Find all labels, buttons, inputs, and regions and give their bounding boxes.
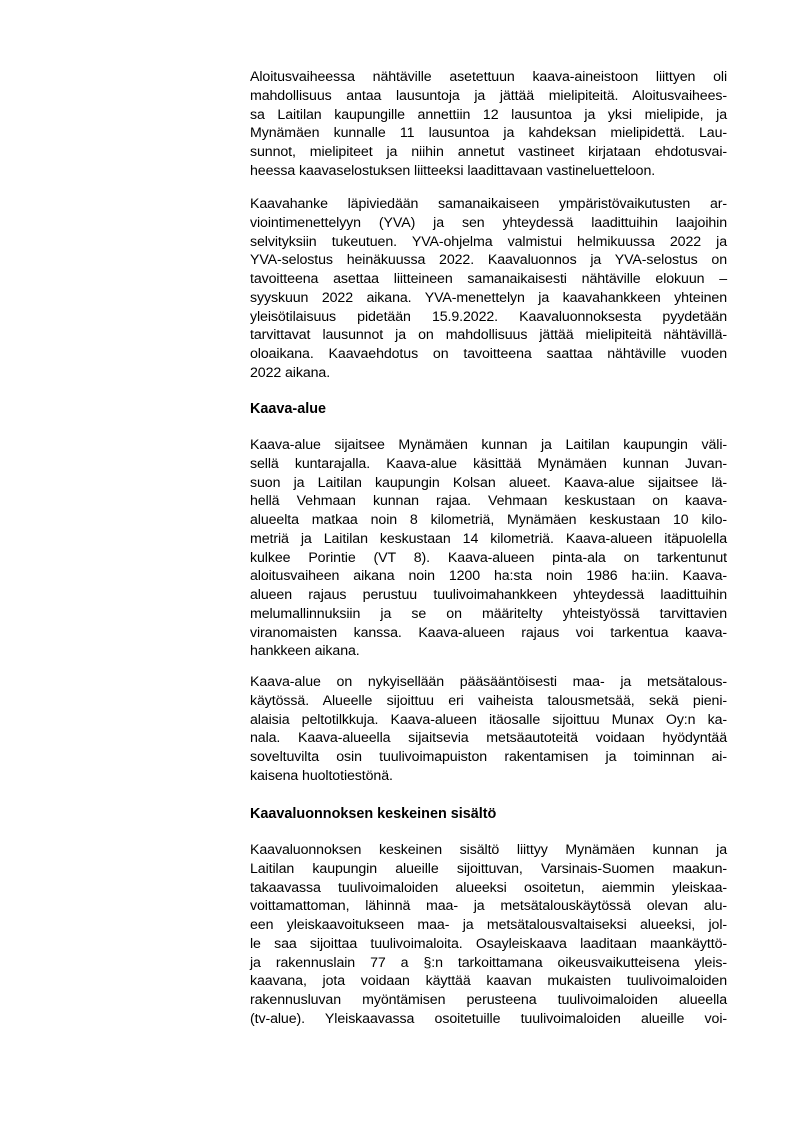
- text-line: selvityksiin tukeutuen. YVA-ohjelma valmistui helmikuussa 2022 ja: [250, 233, 727, 250]
- text-line: een yleiskaavoitukseen maa- ja metsätalousvaltaiseksi alueeksi, jol-: [250, 917, 727, 933]
- paragraph-commenting-phase: [250, 68, 730, 181]
- paragraph-land-use: [250, 673, 730, 786]
- paragraph-yva-procedure: [250, 195, 730, 383]
- text-line: alaisia peltotilkkuja. Kaava-alueen itäosalle sijoittuu Munax Oy:n ka-: [250, 711, 727, 728]
- text-line: Kaava-alue sijaitsee Mynämäen kunnan ja Laitilan kaupungin väli-: [250, 437, 727, 453]
- text-line: kaisena huoltotiestönä.: [250, 767, 393, 784]
- text-line: metriä ja Laitilan keskustaan 14 kilometriä. Kaava-alueen itäpuolella: [250, 530, 727, 547]
- text-line: Aloitusvaiheessa nähtäville asetettuun kaava-aineistoon liittyen oli: [250, 69, 727, 85]
- text-line: soveltuvilta osin tuulivoimapuiston rakentamisen ja toiminnan ai-: [250, 749, 727, 765]
- text-line: sunnot, mielipiteet ja niihin annetut vastineet kirjataan ehdotusvai-: [250, 144, 727, 160]
- text-line: tavoitteena asettaa liitteineen samanaikaisesti nähtäville elokuun –: [250, 271, 727, 287]
- text-line: 2022 aikana.: [250, 364, 331, 381]
- text-line: Laitilan kaupungin alueille sijoittuvan, Varsinais-Suomen maakun-: [250, 860, 727, 877]
- text-line: mahdollisuus antaa lausuntoja ja jättää mielipiteitä. Aloitusvaihees-: [250, 87, 727, 104]
- text-line: (tv-alue). Yleiskaavassa osoitetuille tuulivoimaloiden alueille voi-: [250, 1010, 727, 1027]
- text-line: tarvittavat lausunnot ja on mahdollisuus jättää mielipiteitä nähtävillä-: [250, 327, 727, 344]
- text-line: viranomaisten kanssa. Kaava-alueen rajaus voi tarkentua kaava-: [250, 624, 727, 641]
- text-line: takaavassa tuulivoimaloiden alueeksi osoitetun, aiemmin yleiskaa-: [250, 879, 727, 896]
- text-line: Mynämäen kunnalle 11 lausuntoa ja kahdeksan mielipidettä. Lau-: [250, 125, 727, 142]
- text-line: alueelta matkaa noin 8 kilometriä, Mynämäen keskustaan 10 kilo-: [250, 512, 727, 528]
- paragraph-area-location: [250, 436, 730, 661]
- text-line: hankkeen aikana.: [250, 643, 360, 660]
- text-line: heessa kaavaselostuksen liitteeksi laadittavaan vastineluetteloon.: [250, 162, 656, 179]
- text-line: rakennusluvan myöntämisen perusteena tuulivoimaloiden alueella: [250, 992, 727, 1008]
- text-line: Kaavahanke läpiviedään samanaikaiseen ympäristövaikutusten ar-: [250, 196, 727, 212]
- section-heading-kaava-alue: Kaava-alue: [250, 401, 326, 417]
- text-line: nala. Kaava-alueella sijaitsevia metsäautoteitä voidaan hyödyntää: [250, 730, 727, 747]
- text-line: sellä kuntarajalla. Kaava-alue käsittää Mynämäen kunnan Juvan-: [250, 455, 727, 472]
- text-line: YVA-selostus heinäkuussa 2022. Kaavaluonnos ja YVA-selostus on: [250, 252, 727, 269]
- text-line: ja rakennuslain 77 a §:n tarkoittamana oikeusvaikutteisena yleis-: [250, 954, 727, 971]
- section-heading-keskeinen-sisalto: Kaavaluonnoksen keskeinen sisältö: [250, 806, 497, 822]
- text-line: aloitusvaiheen aikana noin 1200 ha:sta noin 1986 ha:iin. Kaava-: [250, 568, 727, 585]
- text-line: oloaikana. Kaavaehdotus on tavoitteena saattaa nähtäville vuoden: [250, 346, 727, 362]
- text-line: kaavana, jota voidaan käyttää kaavan mukaisten tuulivoimaloiden: [250, 973, 727, 990]
- text-line: Kaavaluonnoksen keskeinen sisältö liittyy Mynämäen kunnan ja: [250, 842, 727, 858]
- paragraph-main-content: [250, 841, 730, 1029]
- text-line: sa Laitilan kaupungille annettiin 12 lausuntoa ja yksi mielipide, ja: [250, 106, 727, 123]
- text-line: Kaava-alue on nykyisellään pääsääntöisesti maa- ja metsätalous-: [250, 674, 727, 690]
- text-line: yleisötilaisuus pidetään 15.9.2022. Kaavaluonnoksesta pyydetään: [250, 308, 727, 325]
- text-line: syyskuun 2022 aikana. YVA-menettelyn ja kaavahankkeen yhteinen: [250, 289, 727, 306]
- text-line: viointimenettelyyn (YVA) ja sen yhteydessä laadittuihin laajoihin: [250, 214, 727, 231]
- text-line: suon ja Laitilan kaupungin Kolsan alueet. Kaava-alue sijaitsee lä-: [250, 474, 727, 491]
- text-line: le saa sijoittaa tuulivoimaloita. Osayleiskaava laaditaan maankäyttö-: [250, 935, 727, 952]
- text-line: voittamattoman, lähinnä maa- ja metsätalouskäytössä olevan alu-: [250, 898, 727, 915]
- text-line: kulkee Porintie (VT 8). Kaava-alueen pinta-ala on tarkentunut: [250, 549, 727, 566]
- text-line: hellä Vehmaan kunnan rajaa. Vehmaan keskustaan on kaava-: [250, 493, 727, 510]
- text-line: alueen rajaus perustuu tuulivoimahankkeen yhteydessä laadittuihin: [250, 587, 727, 603]
- text-line: käytössä. Alueelle sijoittuu eri vaiheista talousmetsää, sekä pieni-: [250, 692, 727, 709]
- text-line: melumallinnuksiin ja se on määritelty yhteistyössä tarvittavien: [250, 605, 727, 622]
